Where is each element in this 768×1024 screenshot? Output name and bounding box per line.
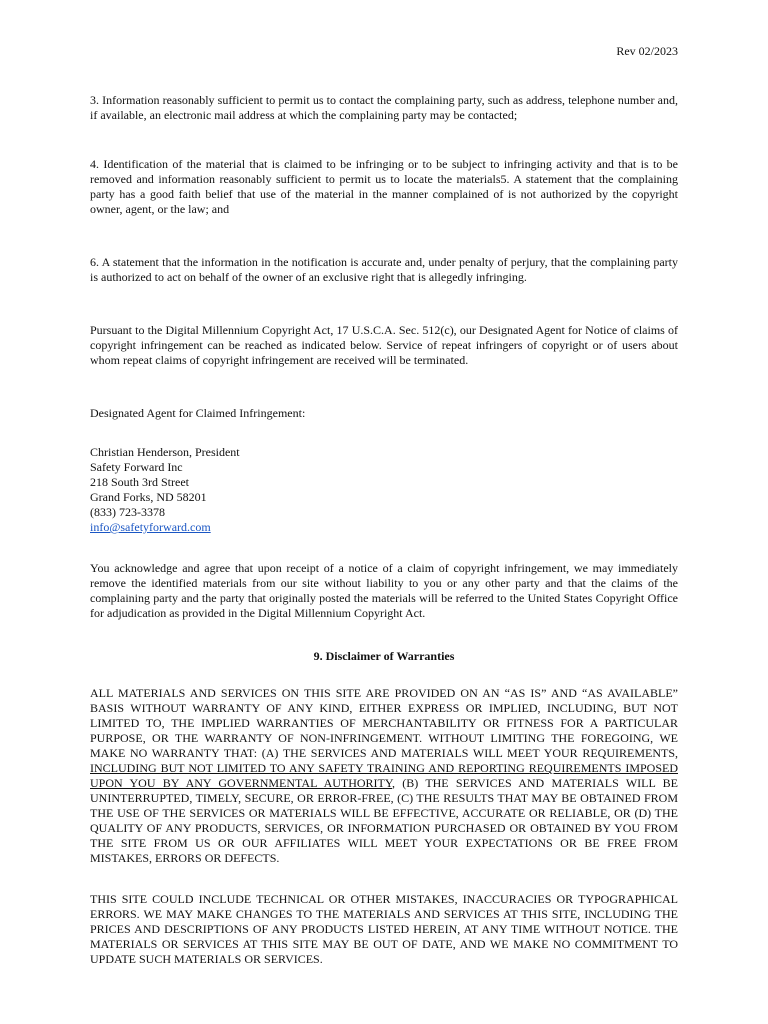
warranty-text-underlined: INCLUDING BUT NOT LIMITED TO ANY SAFETY TRAINING AND REPORTING REQUIREMENTS IMPOSED UPON YOU BY ANY GOVERNMENTAL AUTHORITY bbox=[90, 761, 678, 790]
revision-label: Rev 02/2023 bbox=[616, 44, 678, 58]
agent-address-block bbox=[90, 445, 678, 535]
warranty-text-part2: , (B) THE SERVICES AND MATERIALS WILL BE UNINTERRUPTED, TIMELY, SECURE, OR ERROR-FREE, (C) THE RESULTS THAT MAY BE OBTAINED FROM THE USE OF THE SERVICES OR MATERIALS WILL BE EFFECTIVE, ACCURATE OR RELIABLE, OR (D) THE QUALITY OF ANY PRODUCTS, SERVICES, OR INFORMATION PURCHASED OR OBTAINED BY YOU FROM THE SITE FROM US OR OUR AFFILIATES WILL MEET YOUR EXPECTATIONS OR BE FREE FROM MISTAKES, ERRORS OR DEFECTS. bbox=[90, 776, 678, 865]
agent-street: 218 South 3rd Street bbox=[90, 475, 189, 489]
agent-phone: (833) 723-3378 bbox=[90, 505, 165, 519]
agent-heading: Designated Agent for Claimed Infringement: bbox=[90, 406, 306, 420]
paragraph-warranty-disclaimer bbox=[90, 686, 678, 866]
agent-company: Safety Forward Inc bbox=[90, 460, 183, 474]
paragraph-item-3: 3. Information reasonably sufficient to permit us to contact the complaining party, such as address, telephone number and, if available, an electronic mail address at which the complaining party may be contacted; bbox=[90, 93, 678, 122]
section-9-title: 9. Disclaimer of Warranties bbox=[313, 649, 455, 663]
agent-email-link[interactable]: info@safetyforward.com bbox=[90, 520, 211, 534]
paragraph-technical-errors: THIS SITE COULD INCLUDE TECHNICAL OR OTHER MISTAKES, INACCURACIES OR TYPOGRAPHICAL ERRORS. WE MAY MAKE CHANGES TO THE MATERIALS AND SERVICES AT THIS SITE, INCLUDING THE PRICES AND DESCRIPTIONS OF ANY PRODUCTS LISTED HEREIN, AT ANY TIME WITHOUT NOTICE. THE MATERIALS OR SERVICES AT THIS SITE MAY BE OUT OF DATE, AND WE MAKE NO COMMITMENT TO UPDATE SUCH MATERIALS OR SERVICES. bbox=[90, 892, 678, 966]
agent-city: Grand Forks, ND 58201 bbox=[90, 490, 207, 504]
paragraph-acknowledge: You acknowledge and agree that upon receipt of a notice of a claim of copyright infringement, we may immediately remove the identified materials from our site without liability to you or any other party and that the claims of the complaining party and the party that originally posted the materials will be referred to the United States Copyright Office for adjudication as provided in the Digital Millennium Copyright Act. bbox=[90, 561, 678, 620]
paragraph-item-4: 4. Identification of the material that is claimed to be infringing or to be subject to infringing activity and that is to be removed and information reasonably sufficient to permit us to locate the materials5. A statement that the complaining party has a good faith belief that use of the material in the manner complained of is not authorized by the copyright owner, agent, or the law; and bbox=[90, 157, 678, 216]
paragraph-item-6: 6. A statement that the information in the notification is accurate and, under penalty of perjury, that the complaining party is authorized to act on behalf of the owner of an exclusive right that is allegedly infringing. bbox=[90, 255, 678, 284]
agent-name: Christian Henderson, President bbox=[90, 445, 240, 459]
document-body bbox=[90, 93, 678, 967]
paragraph-dmca: Pursuant to the Digital Millennium Copyright Act, 17 U.S.C.A. Sec. 512(c), our Designated Agent for Notice of claims of copyright infringement can be reached as indicated below. Service of repeat infringers of copyright or of users about whom repeat claims of copyright infringement are received will be terminated. bbox=[90, 323, 678, 367]
warranty-text-part1: ALL MATERIALS AND SERVICES ON THIS SITE ARE PROVIDED ON AN “AS IS” AND “AS AVAILABLE” BASIS WITHOUT WARRANTY OF ANY KIND, EITHER EXPRESS OR IMPLIED, INCLUDING, BUT NOT LIMITED TO, THE IMPLIED WARRANTIES OF MERCHANTABILITY OR FITNESS FOR A PARTICULAR PURPOSE, OR THE WARRANTY OF NON-INFRINGEMENT. WITHOUT LIMITING THE FOREGOING, WE MAKE NO WARRANTY THAT: (A) THE SERVICES AND MATERIALS WILL MEET YOUR REQUIREMENTS, bbox=[90, 686, 678, 760]
